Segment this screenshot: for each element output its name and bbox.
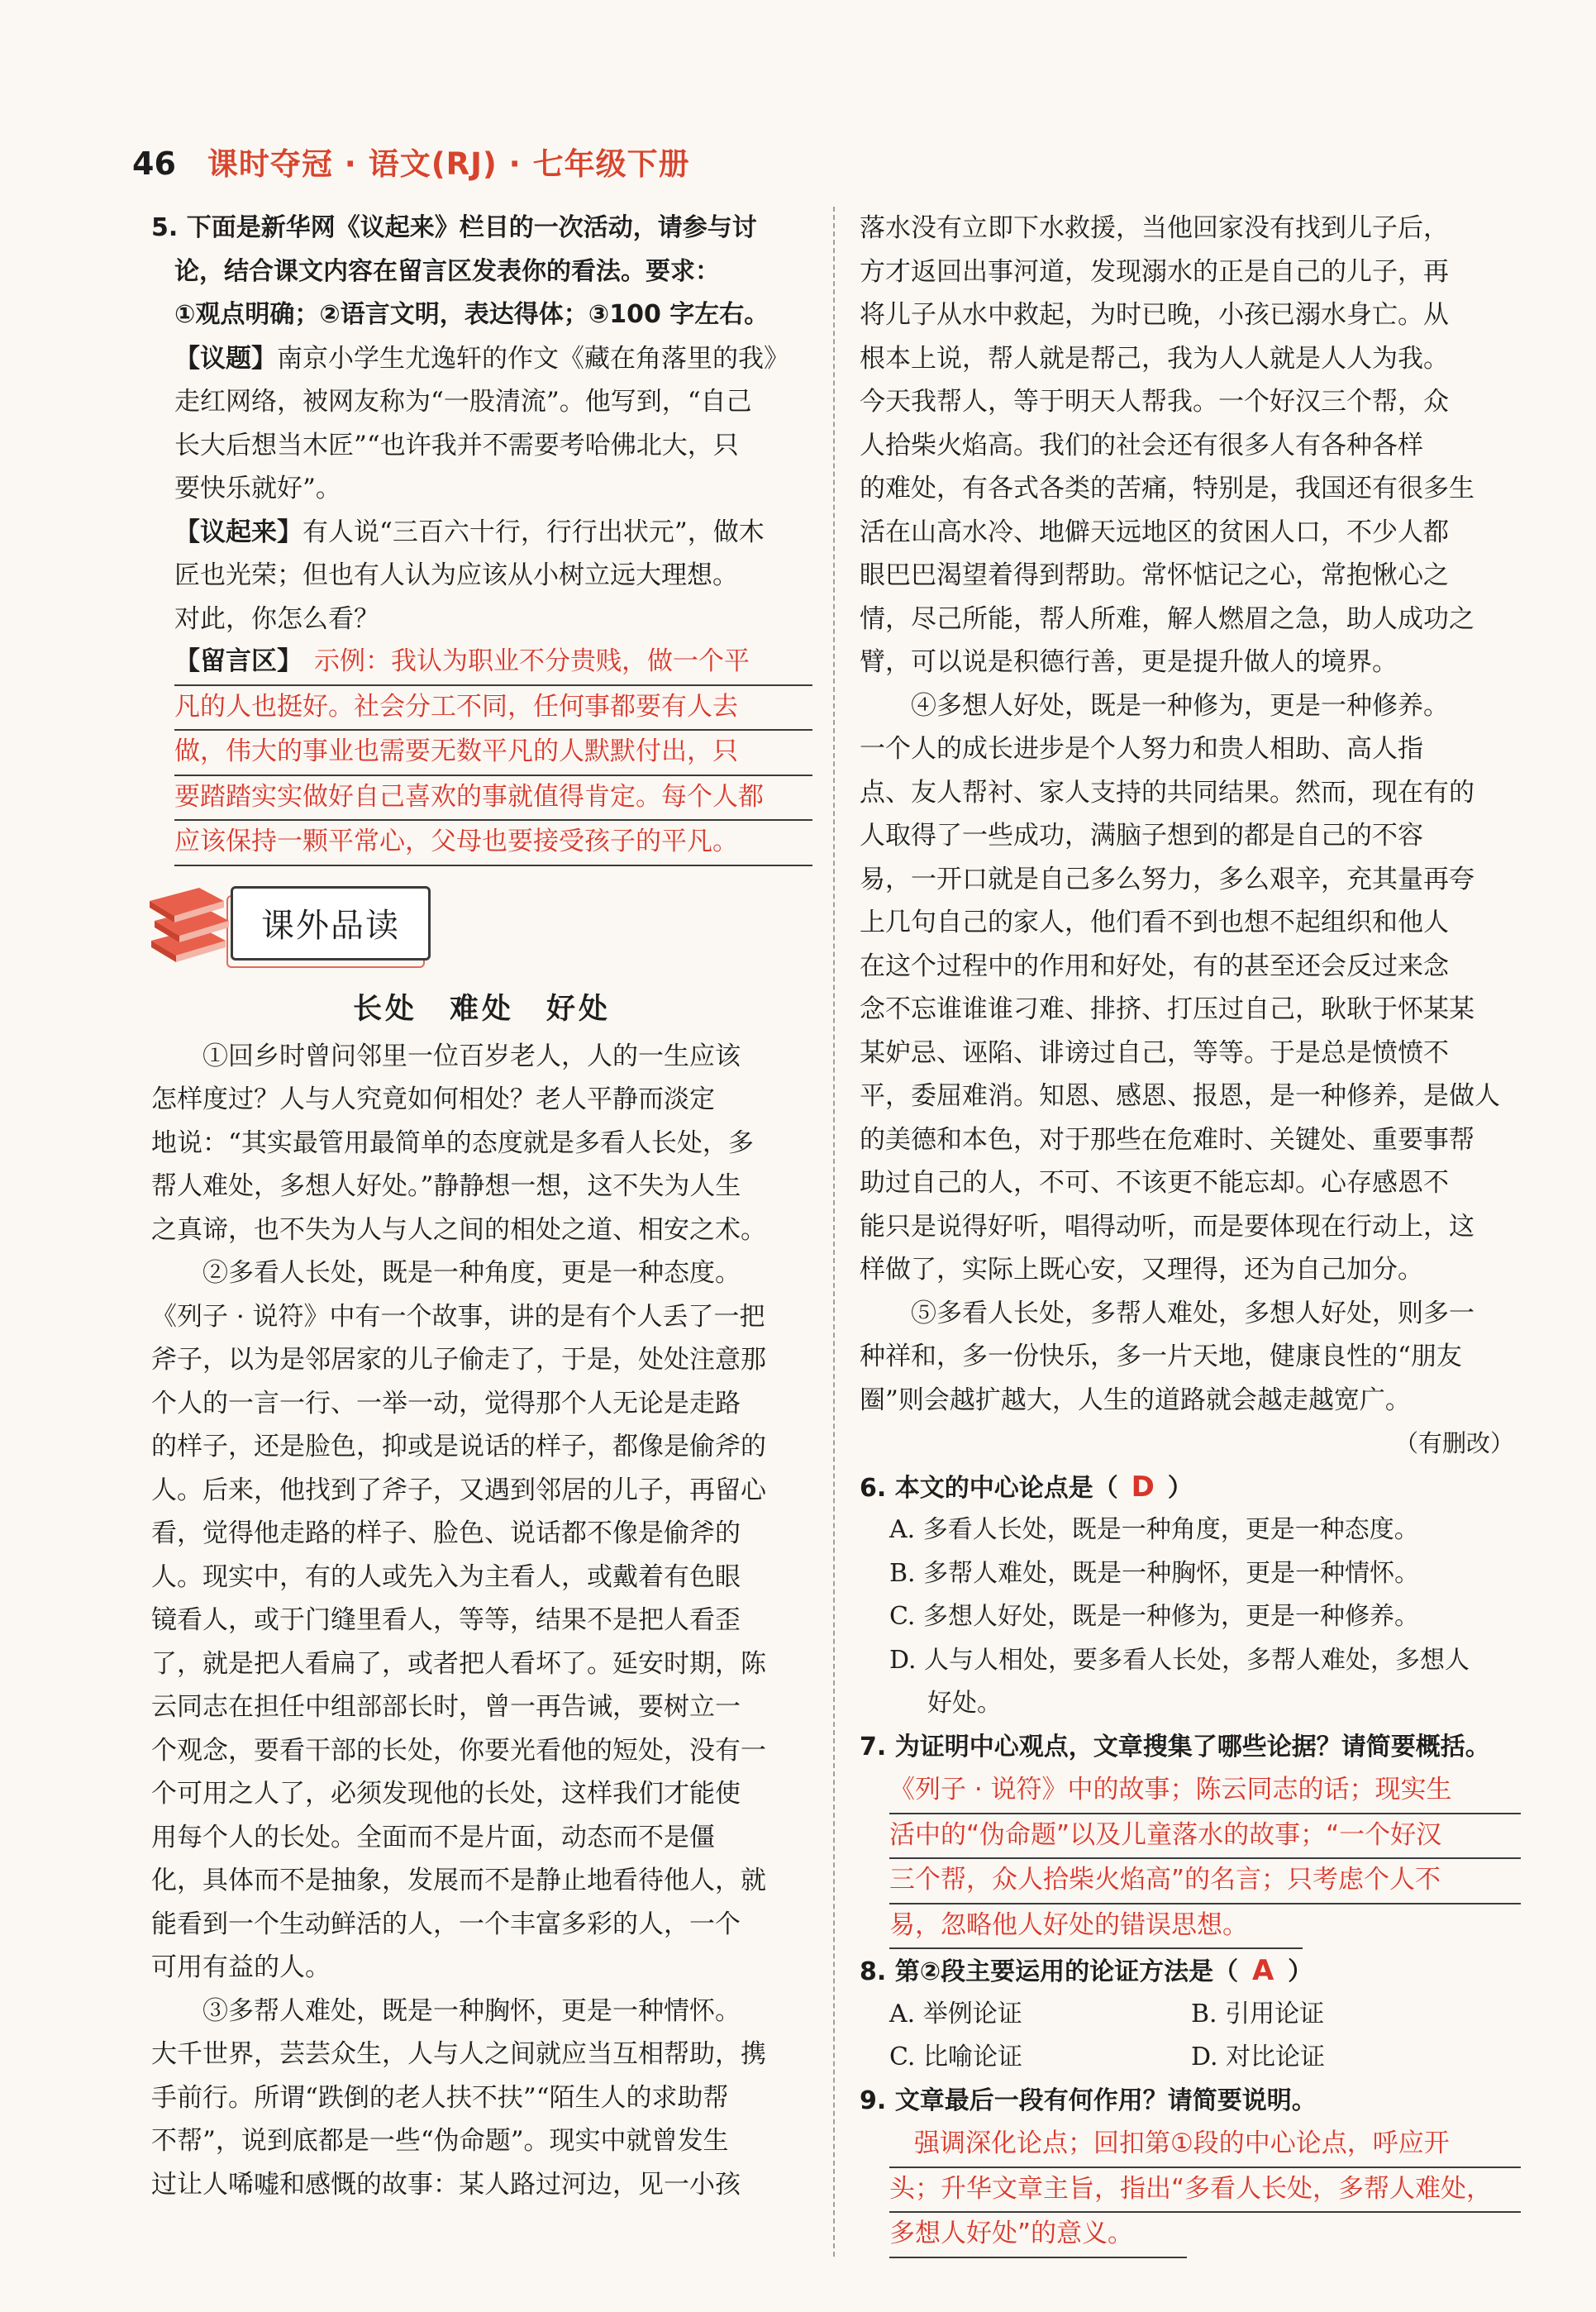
- article-line: 怎样度过？人与人究竟如何相处？老人平静而淡定: [151, 1084, 715, 1114]
- article-line: 镜看人，或于门缝里看人，等等，结果不是把人看歪: [151, 1605, 741, 1635]
- q8-options-row: [860, 1993, 1521, 2037]
- q6-option: B. 多帮人难处，既是一种胸怀，更是一种情怀。: [889, 1558, 1420, 1588]
- discuss-line: 匠也光荣；但也有人认为应该从小树立远大理想。: [174, 560, 738, 590]
- article-line: 人。现实中，有的人或先入为主看人，或戴着有色眼: [151, 1561, 741, 1592]
- q8-option: D. 对比论证: [1191, 2043, 1326, 2071]
- left-column: [151, 207, 812, 2206]
- comment-line: [174, 641, 812, 686]
- article-line: 人取得了一些成功，满脑子想到的都是自己的不容: [860, 821, 1423, 851]
- article-line: 情，尽己所能，帮人所难，解人燃眉之急，助人成功之: [860, 603, 1475, 634]
- q7-stem: 7. 为证明中心观点，文章搜集了哪些论据？请简要概括。: [860, 1732, 1490, 1761]
- q8-option: C. 比喻论证: [889, 2043, 1022, 2071]
- article-line: 看，觉得他走路的样子、脸色、说话都不像是偷斧的: [151, 1518, 741, 1548]
- article-line: ③多帮人难处，既是一种胸怀，更是一种情怀。: [202, 1995, 741, 2026]
- article-left: [151, 1035, 812, 2207]
- q8-stem: [860, 1949, 1521, 1993]
- article-line: 根本上说，帮人就是帮己，我为人人就是人人为我。: [860, 343, 1449, 374]
- q7-answer-line: 活中的“伪命题”以及儿童落水的故事；“一个好汉: [889, 1814, 1521, 1860]
- q9-answer-line: 多想人好处”的意义。: [889, 2213, 1187, 2258]
- question-9: [860, 2080, 1521, 2258]
- article-line: 能看到一个生动鲜活的人，一个丰富多彩的人，一个: [151, 1909, 741, 1939]
- article-line: 的样子，还是脸色，抑或是说话的样子，都像是偷斧的: [151, 1432, 766, 1461]
- article-line: 个观念，要看干部的长处，你要光看他的短处，没有一: [151, 1735, 766, 1766]
- q8-options-row: [860, 2036, 1521, 2080]
- article-line: 之真谛，也不失为人与人之间的相处之道、相安之术。: [151, 1214, 766, 1245]
- article-line: ②多看人长处，既是一种角度，更是一种态度。: [202, 1258, 741, 1288]
- article-line: 活在山高水冷、地僻天远地区的贫困人口，不少人都: [860, 517, 1449, 547]
- topic-label: 【议题】: [174, 343, 277, 374]
- article-line: 人。后来，他找到了斧子，又遇到邻居的儿子，再留心: [151, 1475, 766, 1505]
- article-line: 助过自己的人，不可、不该更不能忘却。心存感恩不: [860, 1168, 1449, 1198]
- source-note: （有删改）: [1394, 1429, 1514, 1457]
- article-line: 眼巴巴渴望着得到帮助。常怀惦记之心，常抱愀心之: [860, 560, 1449, 590]
- article-line: 平，委屈难消。知恩、感恩、报恩，是一种修养，是做人: [860, 1081, 1500, 1111]
- article-line: ⑤多看人长处，多帮人难处，多想人好处，则多一: [911, 1298, 1475, 1328]
- q5-line: 5. 下面是新华网《议起来》栏目的一次活动，请参与讨: [151, 213, 757, 242]
- article-line: 个可用之人了，必须发现他的长处，这样我们才能使: [151, 1779, 741, 1809]
- comment-answer-line: 应该保持一颗平常心，父母也要接受孩子的平凡。: [174, 821, 812, 866]
- article-line: 过让人唏嘘和感慨的故事：某人路过河边，见一小孩: [151, 2169, 741, 2200]
- discuss-text: 有人说“三百六十行，行行出状元”，做木: [303, 517, 765, 547]
- comment-answer-line: 凡的人也挺好。社会分工不同，任何事都要有人去: [174, 686, 812, 732]
- article-line: 可用有益的人。: [151, 1952, 331, 1982]
- q6-stem-text: 6. 本文的中心论点是（: [860, 1473, 1118, 1503]
- q9-answer-line: 头；升华文章主旨，指出“多看人长处，多帮人难处，: [889, 2168, 1521, 2214]
- article-line: 某妒忌、诬陷、诽谤过自己，等等。于是总是愤愤不: [860, 1037, 1449, 1068]
- article-line: 方才返回出事河道，发现溺水的正是自己的儿子，再: [860, 256, 1449, 287]
- article-line: 斧子，以为是邻居家的儿子偷走了，于是，处处注意那: [151, 1345, 766, 1375]
- article-line: 样做了，实际上既心安，又理得，还为自己加分。: [860, 1255, 1423, 1285]
- q8-stem-text: 8. 第②段主要运用的论证方法是（: [860, 1957, 1239, 1986]
- article-line: 点、友人帮衬、家人支持的共同结果。然而，现在有的: [860, 777, 1475, 808]
- article-line: 念不忘谁谁谁刁难、排挤、打压过自己，耿耿于怀某某: [860, 994, 1475, 1024]
- q6-close: ）: [1167, 1473, 1193, 1503]
- discuss-line: 对此，你怎么看？: [174, 603, 379, 634]
- discuss-line: [151, 511, 812, 555]
- question-7: [860, 1726, 1521, 1950]
- comment-answer-line: 做，伟大的事业也需要无数平凡的人默默付出，只: [174, 731, 812, 776]
- topic-line: 长大后想当木匠”“也许我并不需要考哈佛北大，只: [174, 430, 739, 460]
- q8-answer: A: [1251, 1954, 1274, 1987]
- article-line: 人拾柴火焰高。我们的社会还有很多人有各种各样: [860, 430, 1423, 460]
- article-line: ①回乡时曾问邻里一位百岁老人，人的一生应该: [202, 1041, 741, 1071]
- article-line: 今天我帮人，等于明天人帮我。一个好汉三个帮，众: [860, 387, 1449, 417]
- article-line: ④多想人好处，既是一种修为，更是一种修养。: [911, 690, 1449, 721]
- question-8: [860, 1949, 1521, 2080]
- article-line: 了，就是把人看扁了，或者把人看坏了。延安时期，陈: [151, 1648, 766, 1679]
- article-line: 用每个人的长处。全面而不是片面，动态而不是僵: [151, 1822, 715, 1852]
- question-5: [151, 207, 812, 866]
- q5-line: ①观点明确；②语言文明，表达得体；③100 字左右。: [174, 300, 769, 329]
- topic-line: 走红网络，被网友称为“一股清流”。他写到，“自己: [174, 387, 752, 417]
- book-title: 课时夺冠 · 语文(RJ) · 七年级下册: [207, 146, 690, 182]
- q8-option: B. 引用论证: [1191, 1999, 1325, 2028]
- q6-option: C. 多想人好处，既是一种修为，更是一种修养。: [889, 1602, 1419, 1631]
- article-line: 一个人的成长进步是个人努力和贵人相助、高人指: [860, 734, 1423, 764]
- article-line: 手前行。所谓“跌倒的老人扶不扶”“陌生人的求助帮: [151, 2082, 729, 2113]
- comment-answer-line: 要踏踏实实做好自己喜欢的事就值得肯定。每个人都: [174, 776, 812, 822]
- q6-option: A. 多看人长处，既是一种角度，更是一种态度。: [889, 1515, 1419, 1544]
- article-line: 地说：“其实最管用最简单的态度就是多看人长处，多: [151, 1127, 754, 1158]
- q6-stem: [860, 1466, 1521, 1509]
- article-line: 在这个过程中的作用和好处，有的甚至还会反过来念: [860, 951, 1449, 981]
- page-number: 46: [132, 145, 176, 182]
- q8-close: ）: [1288, 1957, 1313, 1986]
- comment-answer: 示例：我认为职业不分贵贱，做一个平: [314, 646, 750, 676]
- article-line: 能只是说得好听，唱得动听，而是要体现在行动上，这: [860, 1211, 1475, 1242]
- article-line: 上几句自己的家人，他们看不到也想不起组织和他人: [860, 908, 1449, 937]
- article-right: [860, 207, 1521, 1466]
- article-title: 长处 难处 好处: [352, 991, 611, 1026]
- article-line: 化，具体而不是抽象，发展而不是静止地看待他人，就: [151, 1866, 766, 1895]
- section-title: 课外品读: [231, 886, 431, 961]
- q6-option: D. 人与人相处，要多看人长处，多帮人难处，多想人: [889, 1645, 1470, 1675]
- q7-answer-line: 易，忽略他人好处的错误思想。: [889, 1904, 1303, 1950]
- discuss-label: 【议起来】: [174, 517, 303, 547]
- comment-label: 【留言区】: [174, 646, 303, 676]
- q6-answer: D: [1131, 1470, 1155, 1504]
- section-banner: [143, 871, 812, 980]
- article-line: 大千世界，芸芸众生，人与人之间就应当互相帮助，携: [151, 2039, 766, 2069]
- article-line: 臂，可以说是积德行善，更是提升做人的境界。: [860, 647, 1398, 677]
- q6-option-cont: 好处。: [927, 1689, 1002, 1718]
- q9-answer-line: 强调深化论点；回扣第①段的中心论点，呼应开: [889, 2123, 1521, 2168]
- column-divider: [833, 207, 835, 2257]
- article-line: 落水没有立即下水救援，当他回家没有找到儿子后，: [860, 213, 1449, 243]
- article-line: 种祥和，多一份快乐，多一片天地，健康良性的“朋友: [860, 1342, 1462, 1371]
- article-line: 不帮”，说到底都是一些“伪命题”。现实中就曾发生: [151, 2126, 729, 2156]
- q5-line: 论，结合课文内容在留言区发表你的看法。要求：: [174, 256, 720, 286]
- q9-stem: 9. 文章最后一段有何作用？请简要说明。: [860, 2086, 1317, 2115]
- question-6: [860, 1466, 1521, 1726]
- article-line: 个人的一言一行、一举一动，觉得那个人无论是走路: [151, 1388, 741, 1418]
- topic-line: 要快乐就好”。: [174, 474, 341, 503]
- books-icon: [143, 876, 234, 967]
- q7-answer-line: 三个帮，众人拾柴火焰高”的名言；只考虑个人不: [889, 1859, 1521, 1904]
- article-line: 易，一开口就是自己多么努力，多么艰辛，充其量再夸: [860, 864, 1475, 894]
- article-line: 帮人难处，多想人好处。”静静想一想，这不失为人生: [151, 1171, 741, 1201]
- article-line: 云同志在担任中组部部长时，曾一再告诫，要树立一: [151, 1692, 741, 1722]
- article-line: 将儿子从水中救起，为时已晚，小孩已溺水身亡。从: [860, 300, 1449, 330]
- article-line: 的难处，有各式各类的苦痛，特别是，我国还有很多生: [860, 474, 1475, 503]
- article-line: 圈”则会越扩越大，人生的道路就会越走越宽广。: [860, 1385, 1411, 1415]
- article-line: 的美德和本色，对于那些在危难时、关键处、重要事帮: [860, 1124, 1475, 1155]
- article-line: 《列子 · 说符》中有一个故事，讲的是有个人丢了一把: [151, 1301, 765, 1332]
- q7-answer-line: 《列子 · 说符》中的故事；陈云同志的话；现实生: [889, 1769, 1521, 1814]
- q8-option: A. 举例论证: [889, 1999, 1022, 2028]
- page-header: [132, 139, 690, 184]
- topic-text: 南京小学生尤逸轩的作文《藏在角落里的我》: [277, 343, 789, 374]
- right-column: [860, 207, 1521, 2258]
- topic-line: [151, 337, 812, 381]
